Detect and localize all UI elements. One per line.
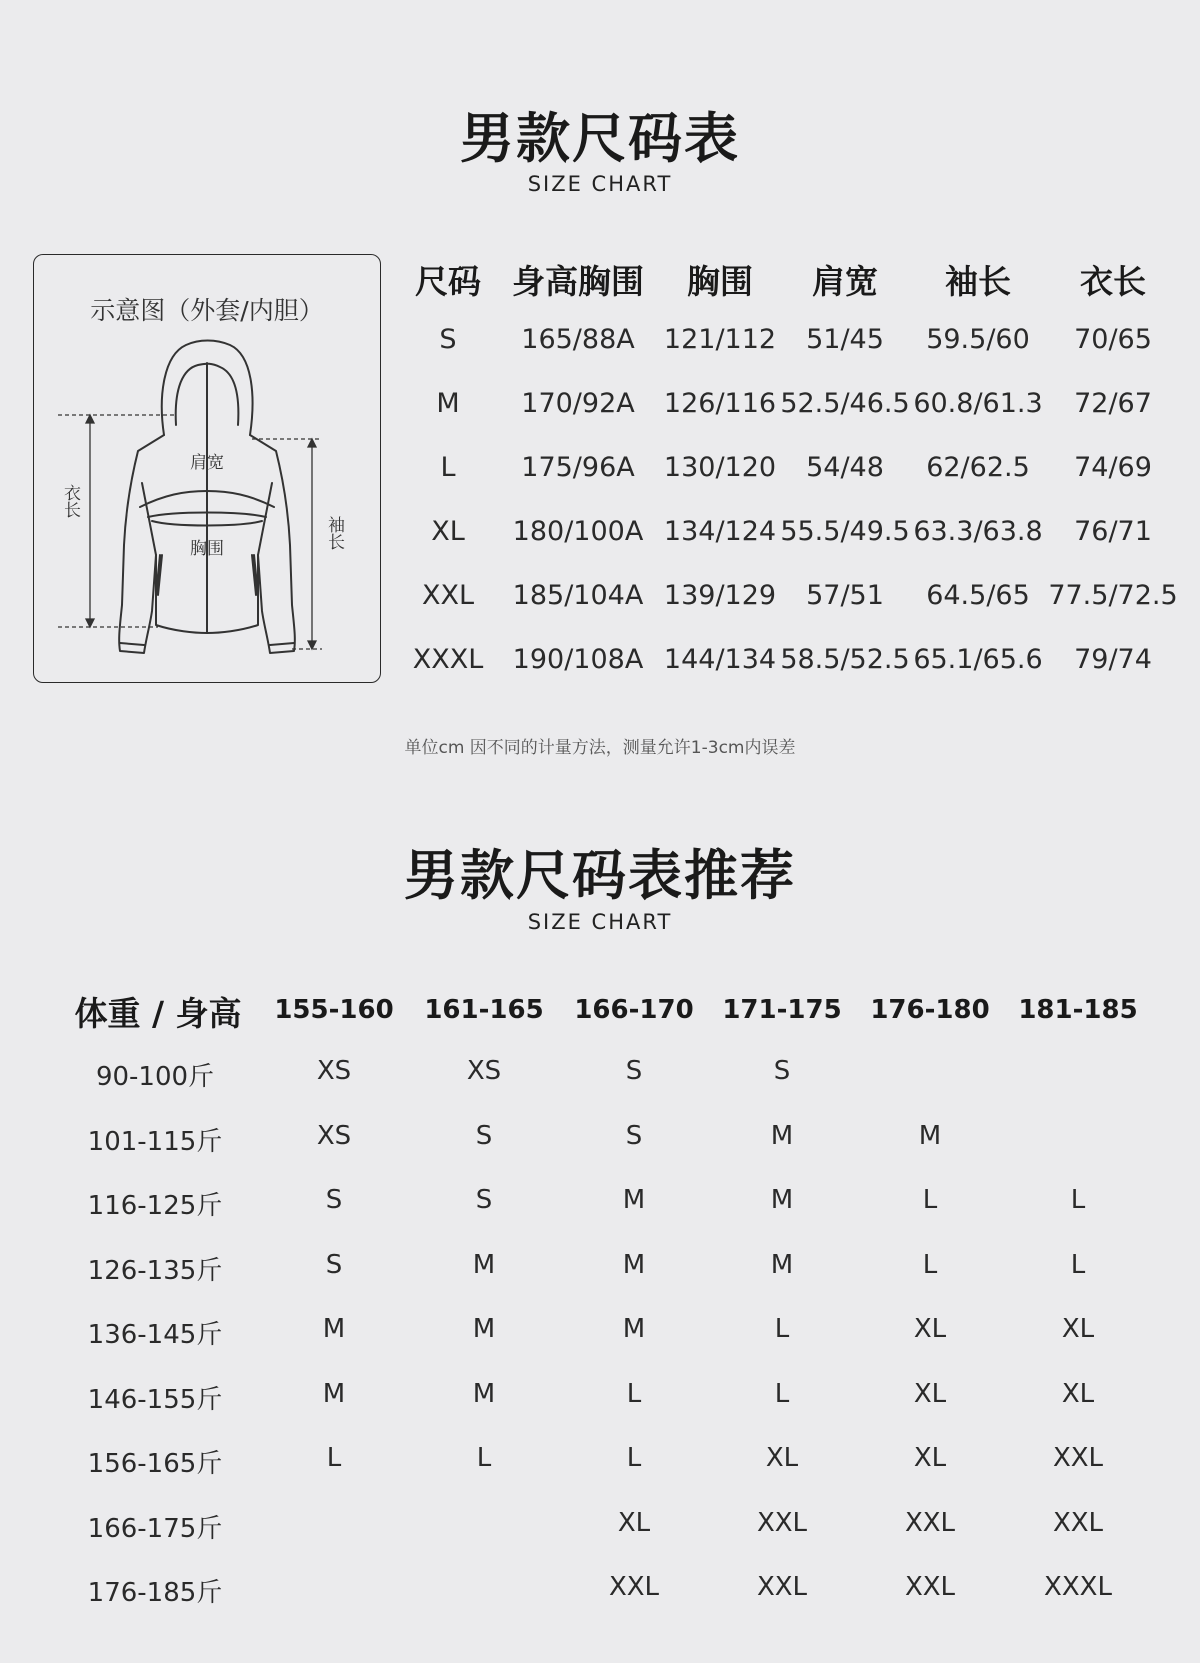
weight-range-label: 146-155斤	[87, 1385, 223, 1415]
size-table-header: 身高胸围	[512, 262, 644, 301]
recommended-size-cell: S	[325, 1185, 343, 1215]
recommended-size-cell: M	[622, 1185, 646, 1215]
recommended-size-cell: M	[322, 1314, 346, 1344]
recommended-size-cell: L	[922, 1250, 938, 1280]
size-table-cell: 65.1/65.6	[913, 644, 1043, 675]
recommended-size-cell: S	[325, 1250, 343, 1280]
recommended-size-cell: XXL	[904, 1508, 956, 1538]
size-table-cell: 52.5/46.5	[780, 388, 910, 419]
weight-range-label: 166-175斤	[87, 1514, 223, 1544]
size-table-cell: XXL	[421, 580, 475, 611]
recommended-size-cell: XXL	[756, 1572, 808, 1602]
size-table-cell: 54/48	[806, 452, 884, 483]
recommended-size-cell: XXL	[608, 1572, 660, 1602]
recommended-size-cell: XL	[913, 1379, 947, 1409]
recommended-size-cell: M	[472, 1379, 496, 1409]
diagram-label: 示意图（外套/内胆）	[90, 296, 324, 325]
size-table-cell: 175/96A	[521, 452, 635, 483]
jacket-diagram-box	[33, 254, 381, 683]
recommended-size-cell: M	[622, 1314, 646, 1344]
size-table-cell: 74/69	[1074, 452, 1152, 483]
size-table-cell: 144/134	[663, 644, 777, 675]
recommended-size-cell: XL	[617, 1508, 651, 1538]
recommended-size-cell: L	[1070, 1250, 1086, 1280]
recommend-subtitle: SIZE CHART	[527, 910, 673, 934]
size-table-cell: 139/129	[663, 580, 777, 611]
size-table-cell: S	[439, 324, 457, 355]
size-table-cell: 170/92A	[521, 388, 635, 419]
weight-range-label: 90-100斤	[95, 1062, 215, 1092]
recommended-size-cell: XXXL	[1044, 1572, 1112, 1602]
recommended-size-cell: L	[774, 1314, 790, 1344]
jacket-outline-icon	[34, 255, 382, 684]
size-table-cell: 76/71	[1074, 516, 1152, 547]
recommended-size-cell: M	[622, 1250, 646, 1280]
size-table-cell: 126/116	[663, 388, 777, 419]
weight-range-label: 101-115斤	[87, 1127, 223, 1157]
size-table-header: 肩宽	[812, 262, 878, 301]
size-table-cell: XL	[431, 516, 465, 547]
size-table-cell: M	[436, 388, 460, 419]
size-table-cell: 72/67	[1074, 388, 1152, 419]
measurement-note: 单位cm 因不同的计量方法，测量允许1-3cm内误差	[404, 738, 796, 758]
recommended-size-cell: M	[472, 1250, 496, 1280]
recommend-table-corner: 体重 / 身高	[74, 994, 242, 1033]
size-table-cell: 77.5/72.5	[1048, 580, 1178, 611]
height-range-header: 181-185	[1018, 995, 1138, 1025]
weight-range-label: 156-165斤	[87, 1449, 223, 1479]
size-table-cell: 51/45	[806, 324, 884, 355]
size-table-cell: 130/120	[663, 452, 777, 483]
height-range-header: 176-180	[870, 995, 990, 1025]
size-table-header: 胸围	[687, 262, 753, 301]
size-table-cell: 57/51	[806, 580, 884, 611]
recommended-size-cell: L	[626, 1379, 642, 1409]
recommended-size-cell: L	[626, 1443, 642, 1473]
recommended-size-cell: L	[774, 1379, 790, 1409]
size-table-header: 尺码	[415, 262, 481, 301]
weight-range-label: 116-125斤	[87, 1191, 223, 1221]
size-table-cell: L	[440, 452, 456, 483]
recommended-size-cell: XL	[1061, 1314, 1095, 1344]
size-table-cell: 79/74	[1074, 644, 1152, 675]
recommended-size-cell: M	[918, 1121, 942, 1151]
recommended-size-cell: XS	[316, 1121, 352, 1151]
recommended-size-cell: M	[472, 1314, 496, 1344]
size-table-cell: 70/65	[1074, 324, 1152, 355]
size-table-cell: 64.5/65	[926, 580, 1030, 611]
size-chart-subtitle: SIZE CHART	[527, 172, 673, 196]
size-table-cell: 60.8/61.3	[913, 388, 1043, 419]
recommended-size-cell: M	[770, 1250, 794, 1280]
weight-range-label: 176-185斤	[87, 1578, 223, 1608]
recommended-size-cell: M	[770, 1185, 794, 1215]
recommended-size-cell: XXL	[1052, 1443, 1104, 1473]
size-table-cell: 134/124	[663, 516, 777, 547]
size-table-cell: 55.5/49.5	[780, 516, 910, 547]
recommended-size-cell: M	[322, 1379, 346, 1409]
shoulder-label: 肩宽	[190, 453, 224, 473]
recommended-size-cell: L	[922, 1185, 938, 1215]
recommended-size-cell: XS	[466, 1056, 502, 1086]
chest-label: 胸围	[190, 539, 224, 559]
size-table-header: 衣长	[1080, 262, 1146, 301]
size-table-cell: 165/88A	[521, 324, 635, 355]
sleeve-label: 袖长	[324, 516, 344, 550]
size-table-cell: 63.3/63.8	[913, 516, 1043, 547]
recommended-size-cell: L	[1070, 1185, 1086, 1215]
recommended-size-cell: L	[326, 1443, 342, 1473]
recommended-size-cell: XXL	[1052, 1508, 1104, 1538]
size-table-cell: XXXL	[412, 644, 484, 675]
recommended-size-cell: S	[625, 1056, 643, 1086]
recommended-size-cell: XL	[913, 1443, 947, 1473]
size-chart-title: 男款尺码表	[460, 107, 740, 170]
recommended-size-cell: S	[625, 1121, 643, 1151]
recommended-size-cell: S	[475, 1121, 493, 1151]
size-table-cell: 190/108A	[512, 644, 644, 675]
recommended-size-cell: XXL	[756, 1508, 808, 1538]
recommended-size-cell: S	[773, 1056, 791, 1086]
size-table-cell: 121/112	[663, 324, 777, 355]
size-table-cell: 62/62.5	[926, 452, 1030, 483]
size-table-header: 袖长	[945, 262, 1011, 301]
recommend-title: 男款尺码表推荐	[404, 844, 796, 907]
height-range-header: 161-165	[424, 995, 544, 1025]
recommended-size-cell: XL	[1061, 1379, 1095, 1409]
weight-range-label: 126-135斤	[87, 1256, 223, 1286]
size-table-cell: 185/104A	[512, 580, 644, 611]
recommended-size-cell: XS	[316, 1056, 352, 1086]
size-table-cell: 180/100A	[512, 516, 644, 547]
recommended-size-cell: XL	[765, 1443, 799, 1473]
height-range-header: 155-160	[274, 995, 394, 1025]
recommended-size-cell: L	[476, 1443, 492, 1473]
recommended-size-cell: M	[770, 1121, 794, 1151]
length-label: 衣长	[60, 484, 80, 518]
height-range-header: 166-170	[574, 995, 694, 1025]
height-range-header: 171-175	[722, 995, 842, 1025]
size-table-cell: 58.5/52.5	[780, 644, 910, 675]
recommended-size-cell: XL	[913, 1314, 947, 1344]
recommended-size-cell: XXL	[904, 1572, 956, 1602]
size-table-cell: 59.5/60	[926, 324, 1030, 355]
recommended-size-cell: S	[475, 1185, 493, 1215]
weight-range-label: 136-145斤	[87, 1320, 223, 1350]
